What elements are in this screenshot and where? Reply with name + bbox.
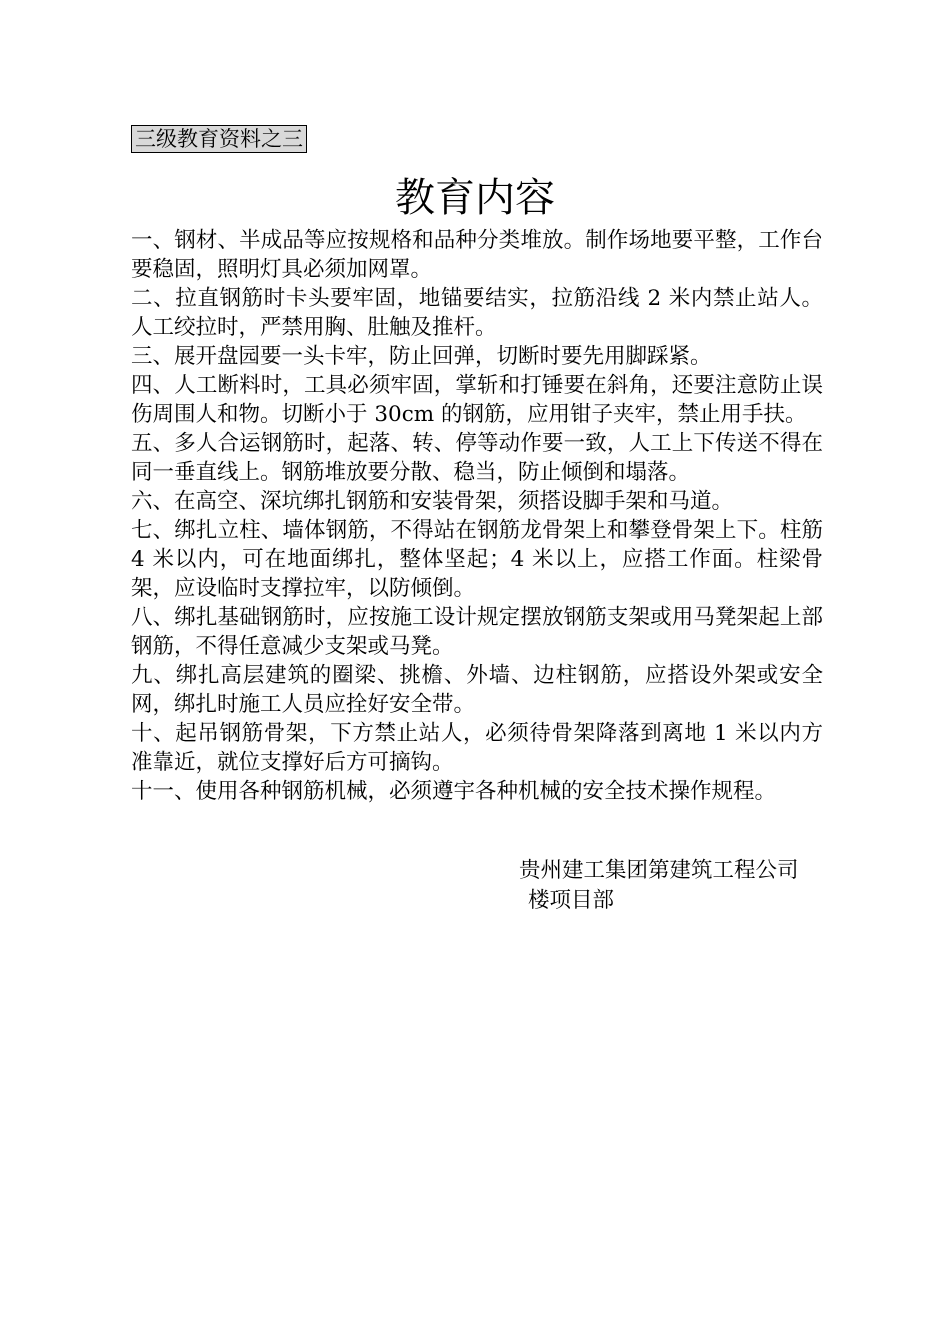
list-item: 一、钢材、半成品等应按规格和品种分类堆放。制作场地要平整，工作台要稳固，照明灯具必须加网罩。 [131,228,823,282]
document-title: 教育内容 [395,175,555,221]
list-item: 四、人工断料时，工具必须牢固，掌斩和打锤要在斜角，还要注意防止误伤周围人和物。切断小于 30cm 的钢筋，应用钳子夹牢，禁止用手扶。 [131,373,823,427]
list-item: 七、绑扎立柱、墙体钢筋，不得站在钢筋龙骨架上和攀登骨架上下。柱筋 4 米以内，可在地面绑扎，整体坚起；4 米以上，应搭工作面。柱梁骨架，应设临时支撑拉牢，以防倾倒。 [131,518,823,601]
document-label: 三级教育资料之三 [131,125,307,153]
list-item: 五、多人合运钢筋时，起落、转、停等动作要一致，人工上下传送不得在同一垂直线上。钢筋堆放要分散、稳当，防止倾倒和塌落。 [131,431,823,485]
list-item: 三、展开盘园要一头卡牢，防止回弹，切断时要先用脚踩紧。 [131,344,712,369]
list-item: 十、起吊钢筋骨架，下方禁止站人，必须待骨架降落到离地 1 米以内方准靠近，就位支撑好后方可摘钩。 [131,721,823,775]
signature-company: 贵州建工集团第建筑工程公司 [519,858,799,883]
document-body [131,226,823,806]
list-item: 十一、使用各种钢筋机械，必须遵宇各种机械的安全技术操作规程。 [131,779,777,804]
list-item: 二、拉直钢筋时卡头要牢固，地锚要结实，拉筋沿线 2 米内禁止站人。人工绞拉时，严禁用胸、肚触及推杆。 [131,286,823,340]
list-item: 六、在高空、深坑绑扎钢筋和安装骨架，须搭设脚手架和马道。 [131,489,734,514]
list-item: 八、绑扎基础钢筋时，应按施工设计规定摆放钢筋支架或用马凳架起上部钢筋，不得任意减少支架或马凳。 [131,605,823,659]
signature-department: 楼项目部 [528,888,615,913]
list-item: 九、绑扎高层建筑的圈梁、挑檐、外墙、边柱钢筋，应搭设外架或安全网，绑扎时施工人员应拴好安全带。 [131,663,823,717]
signature-block [519,856,799,916]
